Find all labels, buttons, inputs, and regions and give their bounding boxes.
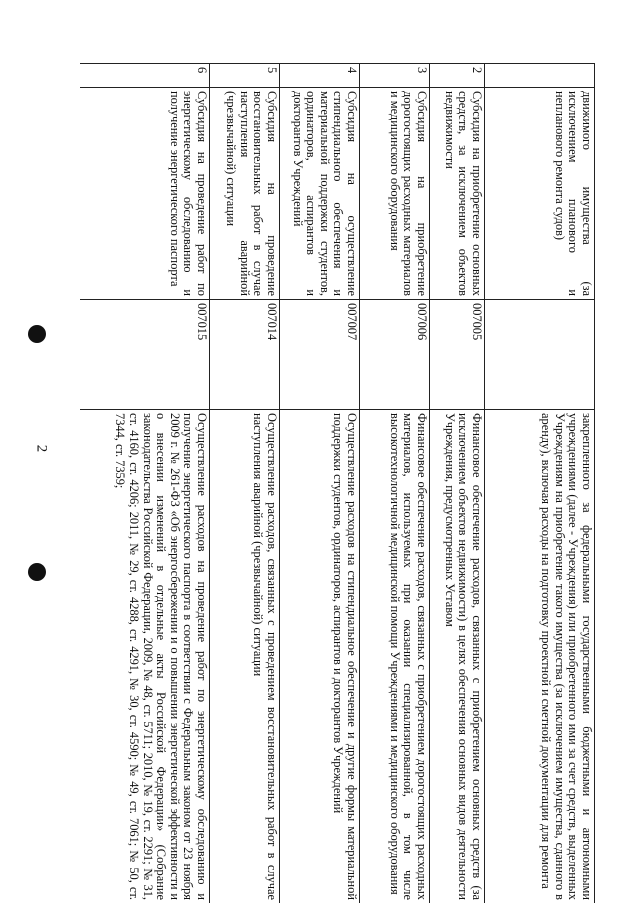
document-table-area <box>80 63 595 903</box>
page-number: 2 <box>33 444 50 453</box>
subsidy-name: Субсидия на проведение работ по энергетическому обследованию и получение энергетического паспорта <box>80 88 210 300</box>
rotated-table-wrapper <box>80 63 595 903</box>
row-number: 5 <box>210 64 280 88</box>
table-row <box>430 64 485 904</box>
subsidy-description: Финансовое обеспечение расходов, связанных с приобретением дорогостоящих расходных материалов, используемых при оказании специализированной, в том числе высокотехнологичной медицинской помощи Учреждениями и медицинского оборудования <box>360 410 430 904</box>
subsidy-name: Субсидия на приобретение дорогостоящих расходных материалов и медицинского оборудования <box>360 88 430 300</box>
punch-hole-bottom <box>28 563 46 581</box>
row-number: 4 <box>280 64 360 88</box>
subsidy-description: Осуществление расходов на проведение работ по энергетическому обследованию и получение энергетического паспорта в соответствии с Федеральным законом от 23 ноября 2009 г. № 261-ФЗ «Об энергосбережении и о повышении энергетической эффективности и о внесении изменений в отдельные акты Российской Федерации» (Собрание законодательства Российской Федерации, 2009, № 48, ст. 5711; 2010, № 19, ст. 2291; № 31, ст. 4160, ст. 4206; 2011, № 29, ст. 4288, ст. 4291, № 30, ст. 4590; № 49, ст. 7061; № 50, ст. 7344, ст. 7359; <box>80 410 210 904</box>
subsidy-description: Финансовое обеспечение расходов, связанных с приобретением основных средств (за исключением объектов недвижимости) в целях обеспечения основных видов деятельности Учреждения, предусмотренных Уставом <box>430 410 485 904</box>
subsidy-table <box>80 63 595 903</box>
subsidy-code: 007015 <box>80 300 210 410</box>
subsidy-description: Осуществление расходов, связанных с проведением восстановительных работ в случае наступления аварийной (чрезвычайной) ситуации <box>210 410 280 904</box>
subsidy-code: 007005 <box>430 300 485 410</box>
table-row <box>280 64 360 904</box>
row-number: 6 <box>80 64 210 88</box>
punch-hole-top <box>28 325 46 343</box>
row-number: 2 <box>430 64 485 88</box>
subsidy-description: закрепленного за федеральными государственными бюджетными и автономными учреждениями (далее - Учреждения) или приобретенного ими за счет средств, выделенных Учреждениям на приобретение такого имущества (за исключением имущества, сданного в аренду), включая расходы на подготовку проектной и сметной документации для ремонта <box>485 410 595 904</box>
subsidy-description: Осуществление расходов на стипендиальное обеспечение и другие формы материальной поддержки студентов, ординаторов, аспирантов и докторантов Учреждений <box>280 410 360 904</box>
subsidy-name: движимого имущества (за исключением планового и непланового ремонта судов) <box>485 88 595 300</box>
subsidy-code: 007007 <box>280 300 360 410</box>
table-row <box>360 64 430 904</box>
subsidy-name: Субсидия на проведение восстановительных работ в случае наступления аварийной (чрезвычайной) ситуации <box>210 88 280 300</box>
row-number: 3 <box>360 64 430 88</box>
subsidy-code: 007014 <box>210 300 280 410</box>
subsidy-code: 007006 <box>360 300 430 410</box>
subsidy-name: Субсидия на приобретение основных средств, за исключением объектов недвижимости <box>430 88 485 300</box>
subsidy-code <box>485 300 595 410</box>
table-row <box>485 64 595 904</box>
row-number <box>485 64 595 88</box>
table-row <box>80 64 210 904</box>
subsidy-name: Субсидия на осуществление стипендиального обеспечения и материальной поддержки студентов, ординаторов, аспирантов и докторантов Учреждений <box>280 88 360 300</box>
table-row <box>210 64 280 904</box>
